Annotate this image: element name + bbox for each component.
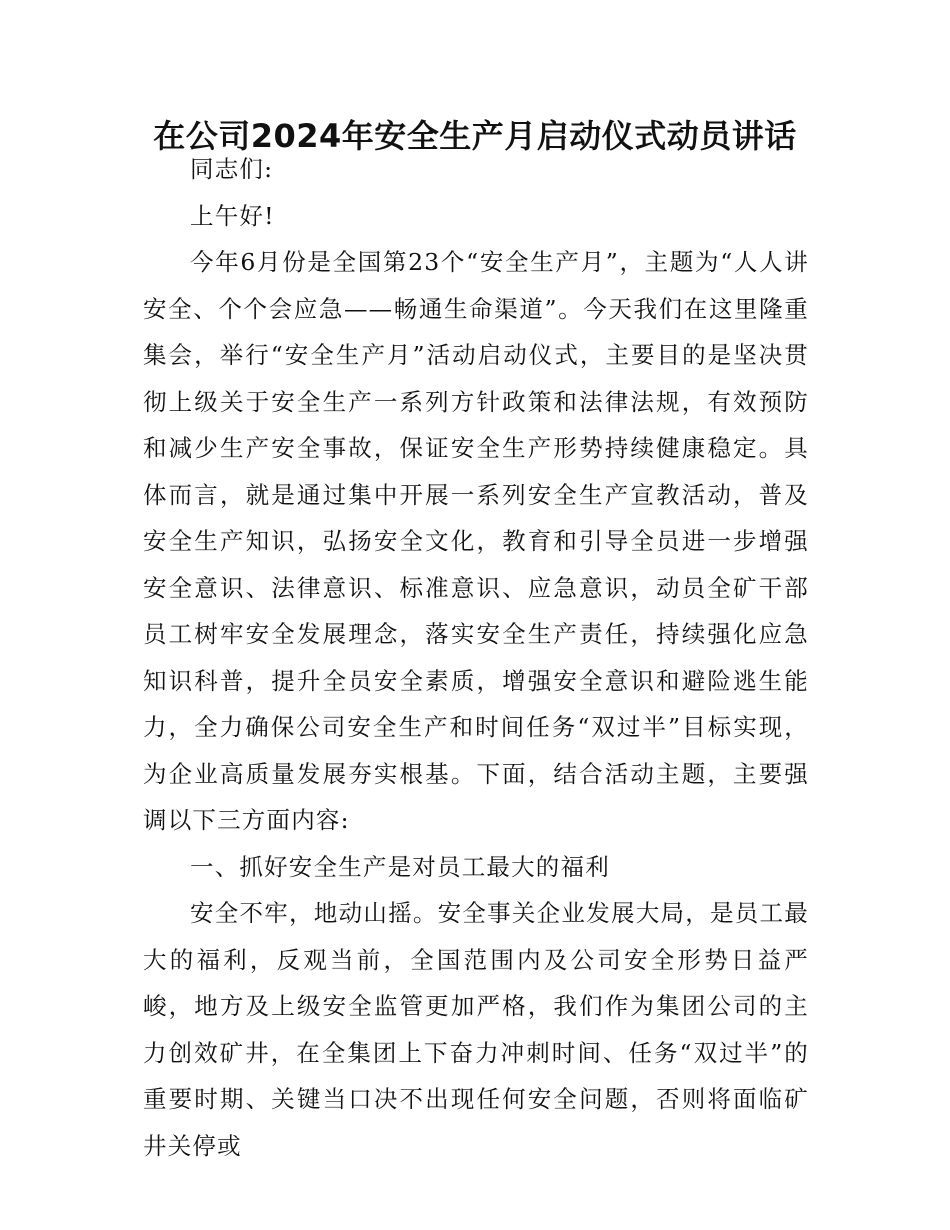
salutation: 同志们: <box>190 155 274 183</box>
document-title: 在公司2024年安全生产月启动仪式动员讲话 <box>153 117 797 155</box>
document-body <box>143 146 809 1169</box>
section-1-heading: 一、抓好安全生产是对员工最大的福利 <box>190 852 610 881</box>
intro-paragraph: 今年6月份是全国第23个“安全生产月”，主题为“人人讲安全、个个会应急——畅通生命渠道”。今天我们在这里隆重集会，举行“安全生产月”活动启动仪式，主要目的是坚决贯彻上级关于安全生产一系列方针政策和法律法规，有效预防和减少生产安全事故，保证安全生产形势持续健康稳定。具体而言，就是通过集中开展一系列安全生产宣教活动，普及安全生产知识，弘扬安全文化，教育和引导全员进一步增强安全意识、法律意识、标准意识、应急意识，动员全矿干部员工树牢安全发展理念，落实安全生产责任，持续强化应急知识科普，提升全员安全素质，增强安全意识和避险逃生能力，全力确保公司安全生产和时间任务“双过半”目标实现，为企业高质量发展夯实根基。下面，结合活动主题，主要强调以下三方面内容: <box>143 248 809 834</box>
greeting: 上午好! <box>190 201 275 230</box>
section-1-paragraph: 安全不牢，地动山摇。安全事关企业发展大局，是员工最大的福利，反观当前，全国范围内及公司安全形势日益严峻，地方及上级安全监管更加严格，我们作为集团公司的主力创效矿井，在全集团上下奋力冲刺时间、任务“双过半”的重要时期、关键当口决不出现任何安全问题，否则将面临矿井关停或 <box>143 899 809 1160</box>
